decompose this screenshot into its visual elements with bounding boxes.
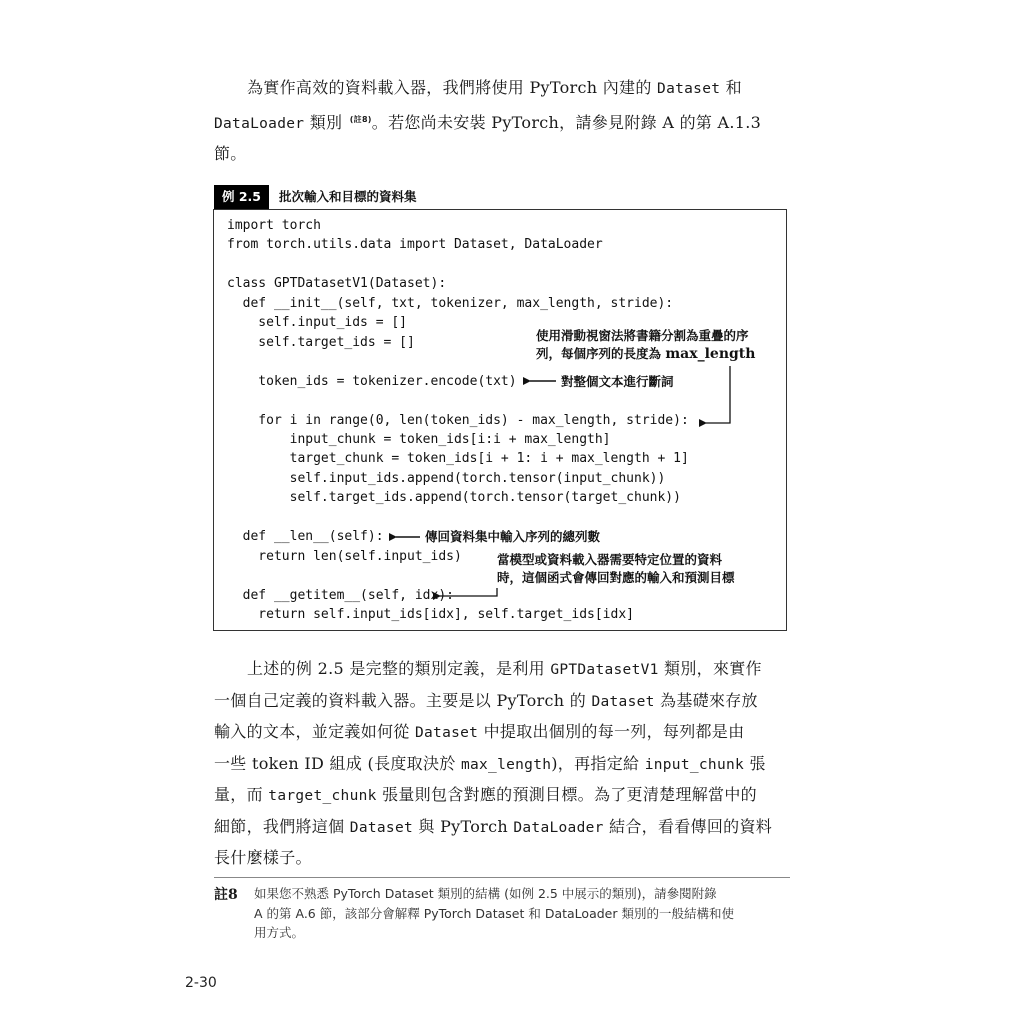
example-tag: 例 2.5 — [214, 185, 269, 209]
body-line-1: 上述的例 2.5 是完整的類別定義，是利用 GPTDatasetV1 類別，來實作 — [247, 659, 762, 678]
code-line: def __len__(self): — [227, 529, 384, 545]
example-title: 批次輸入和目標的資料集 — [279, 189, 417, 204]
code-dataset: Dataset — [657, 81, 721, 97]
code-line: from torch.utils.data import Dataset, DataLoader — [227, 237, 603, 253]
code-line: for i in range(0, len(token_ids) - max_length, stride): — [227, 412, 689, 428]
code-line: token_ids = tokenizer.encode(txt) — [227, 373, 517, 389]
code-line: return self.input_ids[idx], self.target_ids[idx] — [227, 607, 634, 622]
annotation-getitem: 當模型或資料載入器需要特定位置的資料 時，這個函式會傳回對應的輸入和預測目標 — [497, 552, 735, 585]
body-line-6: 細節，我們將這個 Dataset 與 PyTorch DataLoader 結合，看看傳回的資料 — [214, 816, 773, 836]
footnote-divider — [214, 877, 790, 878]
page-number: 2-30 — [185, 975, 217, 991]
body-line-4: 一些 token ID 組成 (長度取決於 max_length)，再指定給 input_chunk 張 — [214, 753, 766, 773]
footnote-text: 如果您不熟悉 PyTorch Dataset 類別的結構 (如例 2.5 中展示的類別)，請參閱附錄 A 的第 A.6 節，該部分會解釋 PyTorch Dataset 和 DataLoader 類別的一般結構和使 用方式。 — [254, 886, 734, 940]
code-line: input_chunk = token_ids[i:i + max_length] — [227, 431, 611, 447]
code-line: self.target_ids.append(torch.tensor(target_chunk)) — [227, 490, 681, 506]
code-line: import torch — [227, 218, 321, 233]
code-line: return len(self.input_ids) — [227, 548, 462, 564]
code-line: class GPTDatasetV1(Dataset): — [227, 276, 447, 292]
footnote-ref: (註8) — [349, 114, 372, 124]
code-line: self.input_ids.append(torch.tensor(input_chunk)) — [227, 470, 666, 486]
annotation-sliding-window: 使用滑動視窗法將書籍分割為重疊的序 列，每個序列的長度為 max_length — [536, 328, 756, 362]
code-line: self.input_ids = [] — [227, 315, 408, 331]
intro-line-2: DataLoader 類別 $^{(註8)}$。若您尚未安裝 PyTorch，請參見附錄 A 的第 A.1.3 — [214, 112, 762, 132]
body-line-7: 長什麼樣子。 — [214, 848, 312, 867]
intro-line-3: 節。 — [214, 144, 247, 163]
arrow-sliding-window — [706, 366, 730, 423]
code-dataloader: DataLoader — [214, 115, 305, 132]
body-line-3: 輸入的文本，並定義如何從 Dataset 中提取出個別的每一列，每列都是由 — [214, 722, 745, 741]
intro-line-1: 為實作高效的資料載入器，我們將使用 PyTorch 內建的 Dataset 和 — [247, 78, 742, 97]
body-paragraph — [214, 654, 790, 874]
annotation-tokenize: 對整個文本進行斷詞 — [561, 374, 674, 389]
code-line: target_chunk = token_ids[i + 1: i + max_length + 1] — [227, 451, 689, 467]
body-line-5: 量，而 target_chunk 張量則包含對應的預測目標。為了更清楚理解當中的 — [214, 785, 757, 804]
code-line: def __getitem__(self, idx): — [227, 587, 454, 603]
code-line: def __init__(self, txt, tokenizer, max_length, stride): — [227, 295, 674, 311]
code-line: self.target_ids = [] — [227, 334, 415, 350]
arrow-getitem — [440, 588, 497, 596]
annotation-len: 傳回資料集中輸入序列的總列數 — [425, 529, 601, 544]
footnote-label: 註8 — [214, 887, 238, 903]
body-line-2: 一個自己定義的資料載入器。主要是以 PyTorch 的 Dataset 為基礎來存放 — [214, 690, 758, 710]
